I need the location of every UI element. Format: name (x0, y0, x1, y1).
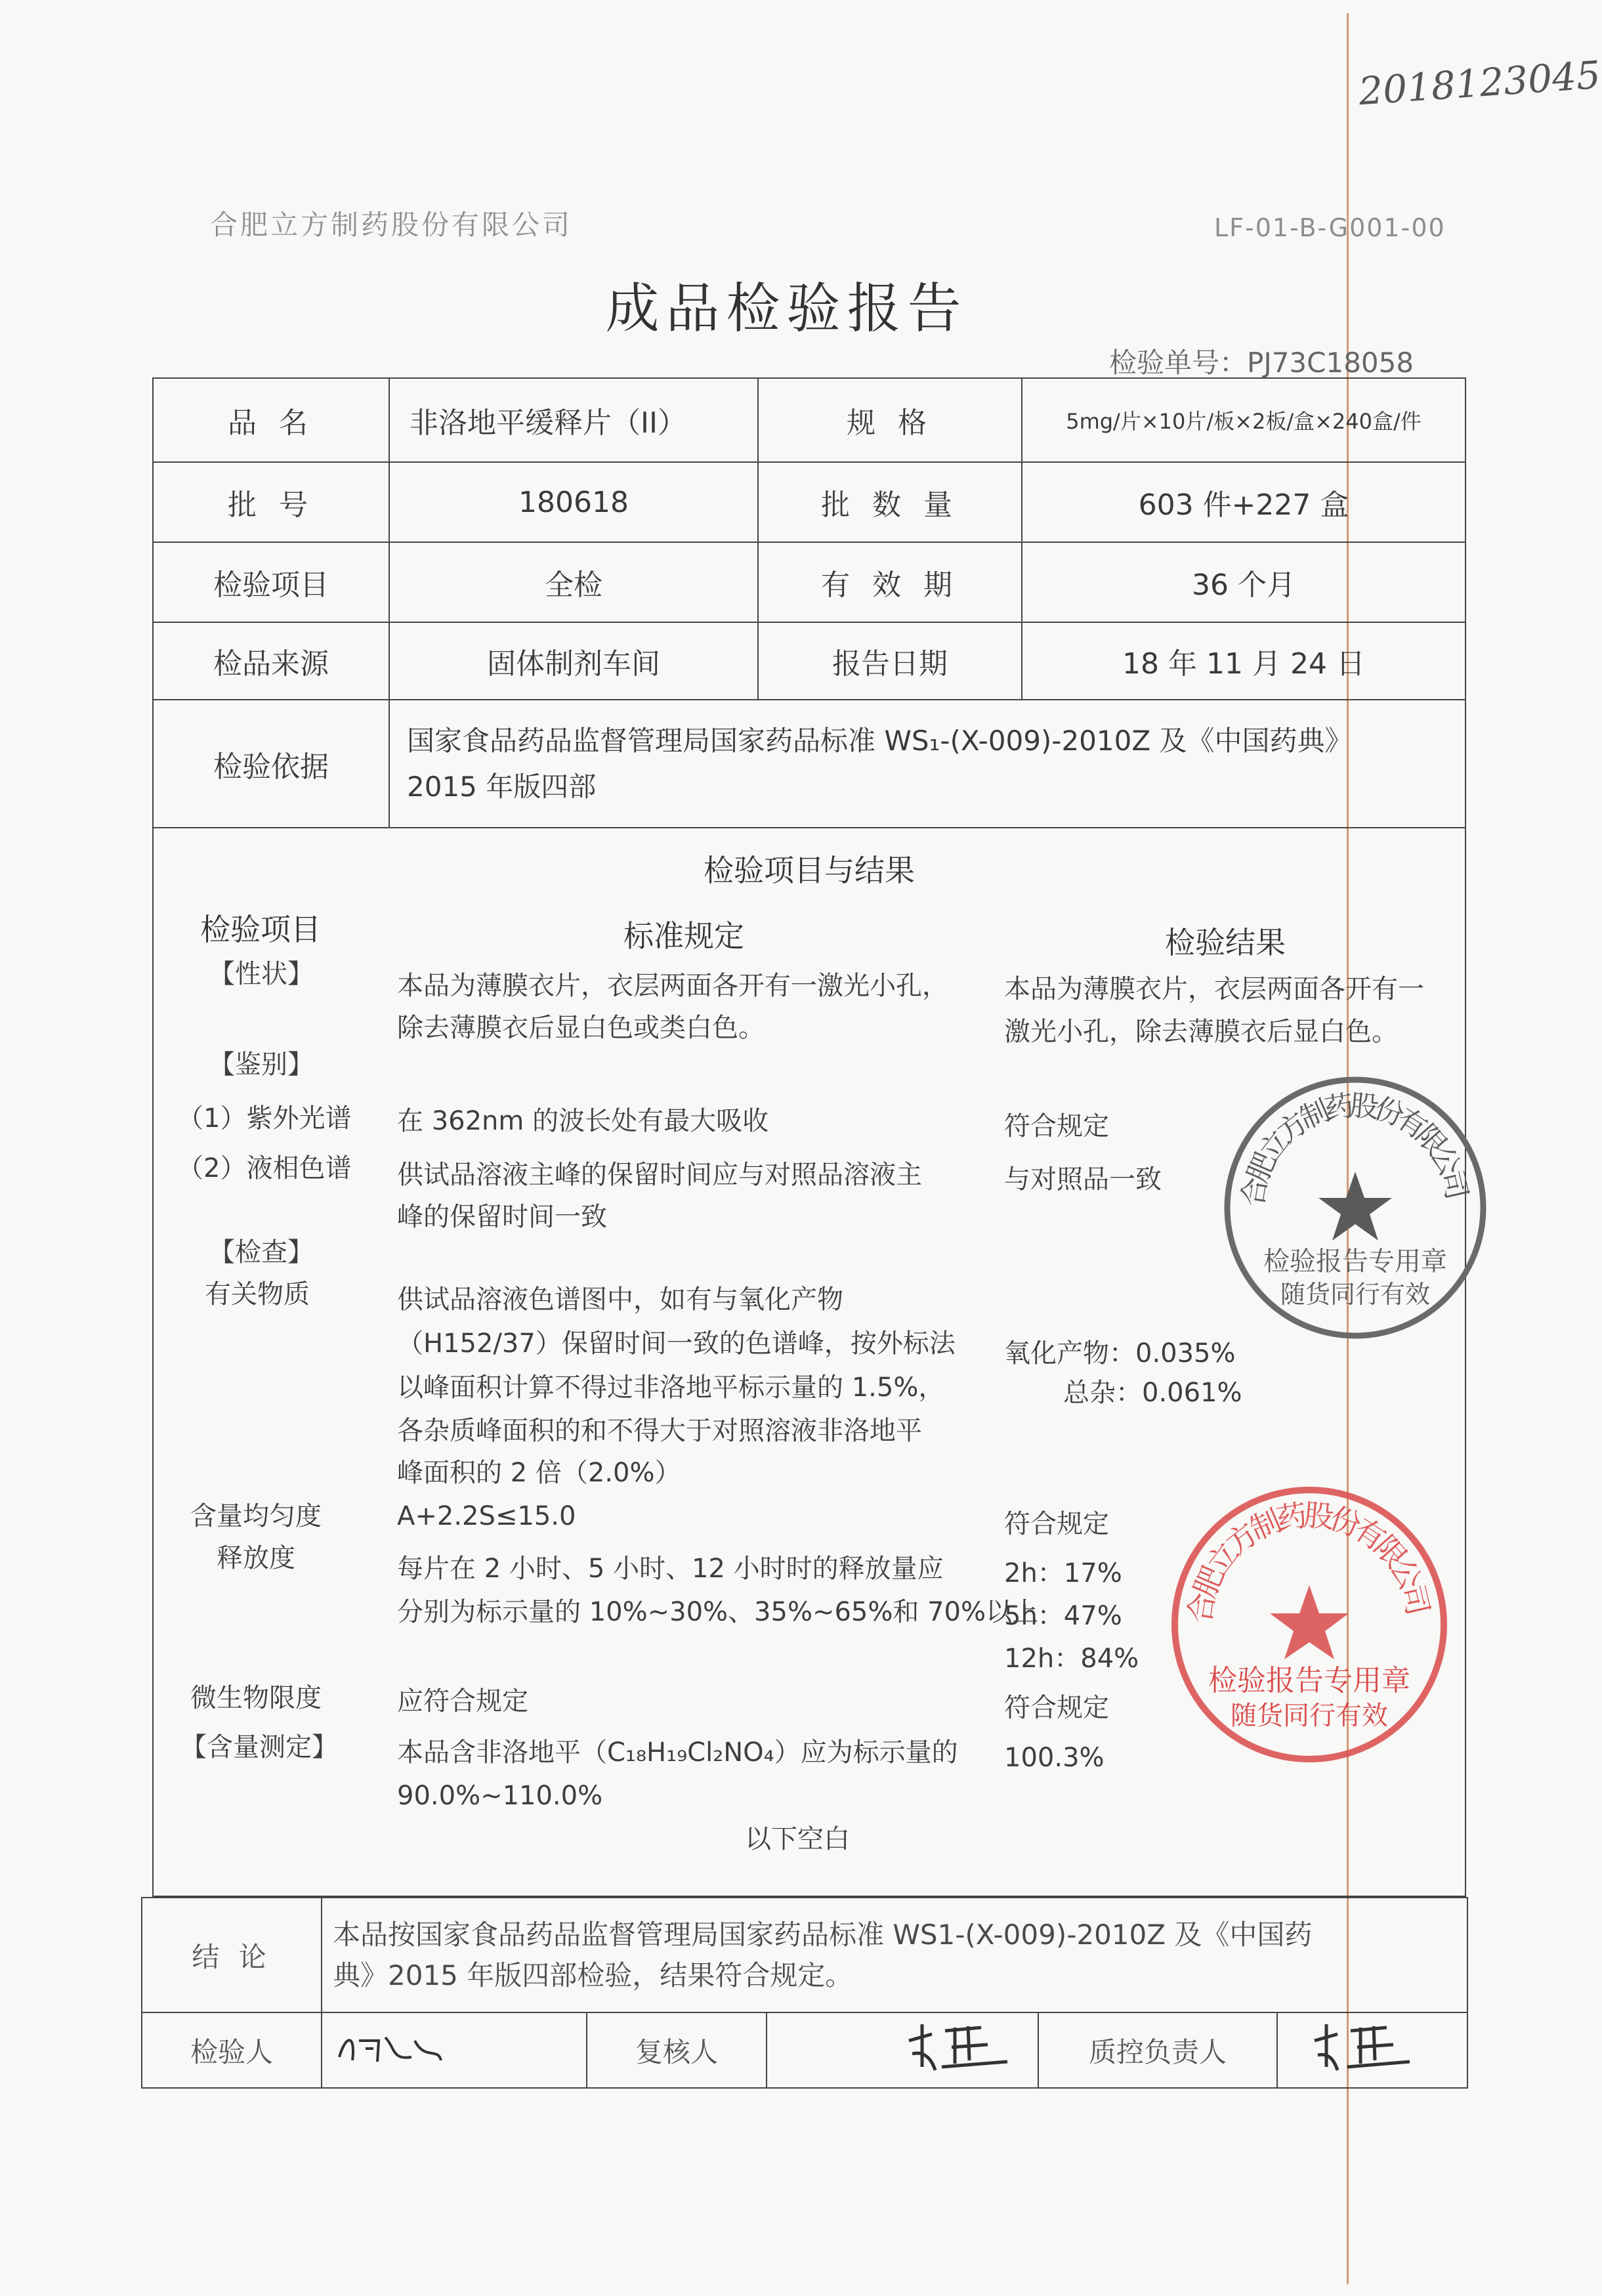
conclusion-table (141, 1897, 1468, 2089)
microbial-result: 符合规定 (1004, 1693, 1109, 1723)
check-label: 【检查】 (209, 1237, 314, 1267)
hplc-label: （2）液相色谱 (177, 1153, 352, 1183)
gray-seal-line-2: 随货同行有效 (1280, 1280, 1431, 1309)
header-table (152, 377, 1466, 828)
uniformity-standard: A+2.2S≤15.0 (397, 1501, 576, 1531)
report-date-label: 报告日期 (758, 622, 1022, 700)
microbial-label: 微生物限度 (190, 1683, 322, 1713)
release-label: 释放度 (217, 1543, 295, 1573)
document-code: LF-01-B-G001-00 (1214, 213, 1446, 242)
report-date: 18 年 11 月 24 日 (1022, 622, 1465, 700)
properties-label: 【性状】 (209, 959, 314, 989)
hplc-standard-1: 供试品溶液主峰的保留时间应与对照品溶液主 (397, 1160, 922, 1190)
spec-label: 规 格 (758, 378, 1022, 462)
uv-standard: 在 362nm 的波长处有最大吸收 (397, 1106, 769, 1136)
batch-no: 180618 (389, 462, 758, 542)
inspector-label: 检验人 (142, 2012, 322, 2088)
release-standard-2: 分别为标示量的 10%~30%、35%~65%和 70%以上 (397, 1597, 1038, 1627)
properties-result-1: 本品为薄膜衣片，衣层两面各开有一 (1004, 974, 1424, 1004)
reviewer-signature (767, 2012, 1038, 2088)
report-title: 成品检验报告 (605, 278, 968, 340)
release-standard-1: 每片在 2 小时、5 小时、12 小时时的释放量应 (397, 1554, 944, 1584)
blank-below-note: 以下空白 (745, 1824, 850, 1854)
reviewer-label: 复核人 (587, 2012, 767, 2088)
basis-line-1: 国家食品药品监督管理局国家药品标准 WS₁-(X-009)-2010Z 及《中国药典》 (407, 724, 1353, 757)
basis-text (389, 700, 1465, 828)
red-seal-line-2: 随货同行有效 (1231, 1701, 1388, 1731)
batch-no-label: 批 号 (153, 462, 389, 542)
assay-standard-2: 90.0%~110.0% (397, 1781, 603, 1811)
uv-label: （1）紫外光谱 (177, 1103, 352, 1134)
properties-result-2: 激光小孔，除去薄膜衣后显白色。 (1004, 1017, 1398, 1047)
spec-value: 5mg/片×10片/板×2板/盒×240盒/件 (1022, 378, 1465, 462)
col-item-header: 检验项目 (200, 912, 321, 947)
conclusion-line-1: 本品按国家食品药品监督管理局国家药品标准 WS1-(X-009)-2010Z 及《中国药 (333, 1918, 1313, 1951)
related-result-1: 氧化产物：0.035% (1004, 1338, 1236, 1369)
identification-label: 【鉴别】 (209, 1050, 314, 1080)
related-standard-1: 供试品溶液色谱图中，如有与氧化产物 (397, 1285, 843, 1315)
red-seal-line-1: 检验报告专用章 (1208, 1664, 1410, 1697)
red-seal-company: 合肥立方制药股份有限公司 (1181, 1497, 1437, 1626)
hplc-standard-2: 峰的保留时间一致 (397, 1202, 607, 1232)
report-number: 检验单号：PJ73C18058 (1109, 347, 1414, 379)
company-name: 合肥立方制药股份有限公司 (210, 209, 573, 241)
batch-qty: 603 件+227 盒 (1022, 462, 1465, 542)
conclusion-label: 结 论 (142, 1898, 322, 2012)
microbial-standard: 应符合规定 (397, 1686, 528, 1716)
company-seal-gray (1217, 1070, 1493, 1346)
hplc-result: 与对照品一致 (1004, 1164, 1162, 1195)
product-name: 非洛地平缓释片（II） (389, 378, 758, 462)
reviewer-signature-mark (896, 2014, 1027, 2080)
results-section-title: 检验项目与结果 (704, 853, 915, 888)
release-result-2h: 2h：17% (1004, 1558, 1122, 1588)
related-standard-2: （H152/37）保留时间一致的色谱峰，按外标法 (397, 1329, 956, 1359)
source-label: 检品来源 (153, 622, 389, 700)
uniformity-result: 符合规定 (1004, 1509, 1109, 1539)
related-substances-label: 有关物质 (205, 1279, 310, 1309)
conclusion-line-2: 典》2015 年版四部检验，结果符合规定。 (333, 1959, 853, 1991)
properties-standard-2: 除去薄膜衣后显白色或类白色。 (397, 1013, 765, 1043)
related-standard-4: 各杂质峰面积的和不得大于对照溶液非洛地平 (397, 1416, 922, 1446)
uv-result: 符合规定 (1004, 1111, 1109, 1141)
handwritten-note: 2018123045 (1357, 52, 1602, 114)
source: 固体制剂车间 (389, 622, 758, 700)
test-item: 全检 (389, 542, 758, 622)
properties-standard-1: 本品为薄膜衣片，衣层两面各开有一激光小孔， (397, 971, 948, 1001)
company-seal-red (1165, 1480, 1454, 1769)
product-name-label: 品 名 (153, 378, 389, 462)
qa-label: 质控负责人 (1038, 2012, 1277, 2088)
release-result-5h: 5h：47% (1004, 1601, 1122, 1631)
assay-label: 【含量测定】 (180, 1732, 338, 1762)
assay-result: 100.3% (1004, 1743, 1105, 1773)
gray-seal-line-1: 检验报告专用章 (1263, 1246, 1447, 1277)
related-standard-3: 以峰面积计算不得过非洛地平标示量的 1.5%， (397, 1372, 945, 1403)
test-item-label: 检验项目 (153, 542, 389, 622)
qa-signature-mark (1288, 2014, 1420, 2080)
validity: 36 个月 (1022, 542, 1465, 622)
inspector-signature (322, 2012, 587, 2088)
basis-label: 检验依据 (153, 700, 389, 828)
basis-line-2: 2015 年版四部 (407, 770, 597, 803)
validity-label: 有 效 期 (758, 542, 1022, 622)
inspector-signature-mark (333, 2021, 451, 2073)
related-result-2: 总杂：0.061% (1063, 1378, 1242, 1408)
release-result-12h: 12h：84% (1004, 1644, 1139, 1674)
gray-seal-company: 合肥立方制药股份有限公司 (1236, 1088, 1474, 1209)
col-result-header: 检验结果 (1165, 925, 1286, 960)
uniformity-label: 含量均匀度 (190, 1501, 322, 1531)
col-standard-header: 标准规定 (623, 918, 744, 954)
qa-signature (1277, 2012, 1467, 2088)
assay-standard-1: 本品含非洛地平（C₁₈H₁₉Cl₂NO₄）应为标示量的 (397, 1737, 958, 1768)
related-standard-5: 峰面积的 2 倍（2.0%） (397, 1458, 681, 1488)
conclusion-text (322, 1898, 1467, 2012)
batch-qty-label: 批 数 量 (758, 462, 1022, 542)
